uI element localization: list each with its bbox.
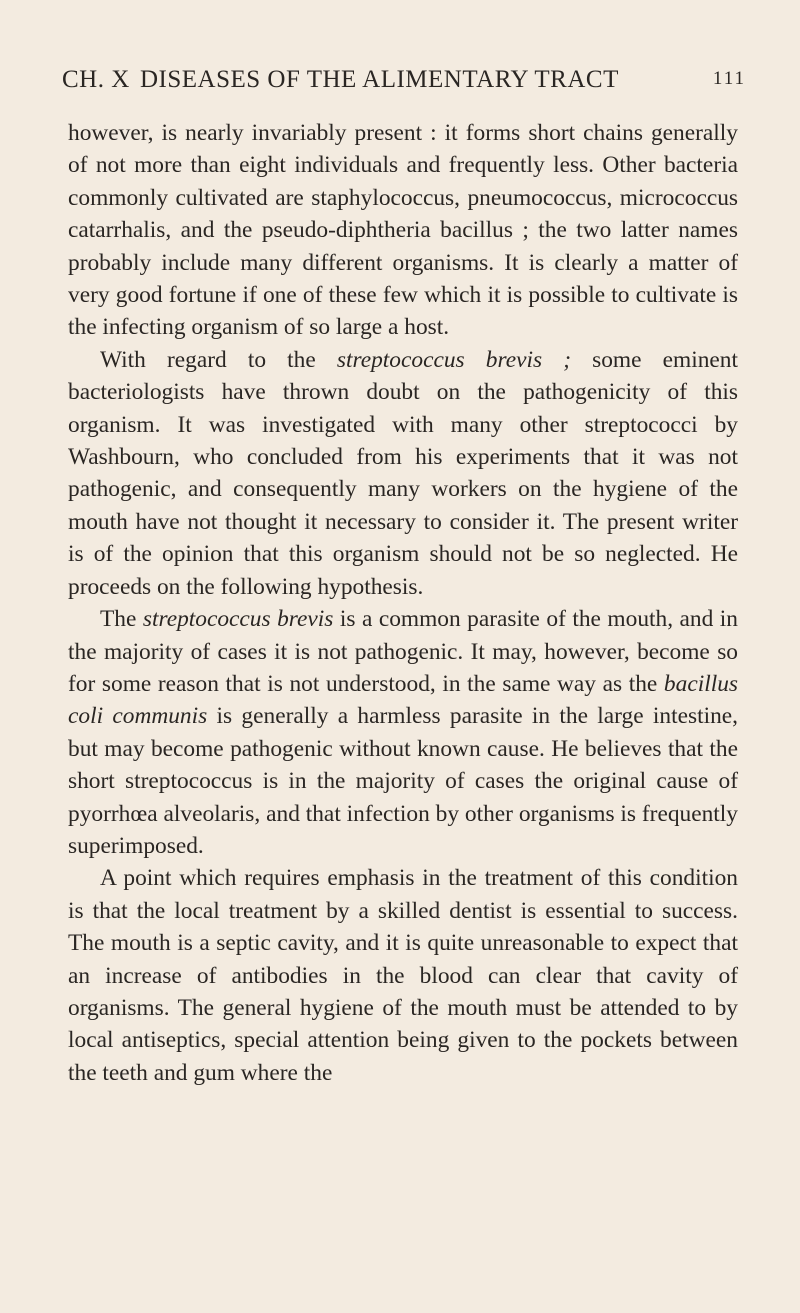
text-run: A point which requires emphasis in the treatment of this condition is that the local treatment by a skilled dentist is essential to success. The mouth is a septic cavity, and it is quite unreasonable to expect that an increase of antibodies in the blood can clear that cavity of organisms. The general hygiene of the mouth must be attended to by local antiseptics, special attention being given to the pockets between the teeth and gum where the	[68, 865, 738, 1086]
italic-term: streptococcus brevis	[142, 606, 334, 633]
text-run: some eminent bacteriologists have thrown doubt on the pathogenicity of this organism. It was investigated with many other streptococci by Washbourn, who concluded from his experiments that it was not pathogenic, and consequently many workers on the hygiene of the mouth have not thought it necessary to consider it. The present writer is of the opinion that this organism should not be so neglected. He proceeds on the following hypothesis.	[68, 346, 738, 600]
running-head	[62, 66, 746, 106]
body-text	[68, 117, 738, 1089]
text-run: however, is nearly invariably present : it forms short chains generally of not more than eight individuals and frequently less. Other bacteria commonly cultivated are staphylococcus, pneumococcus, micrococcus catarrhalis, and the pseudo-diphtheria bacillus ; the two latter names probably include many different organisms. It is clearly a matter of very good fortune if one of these few which it is possible to cultivate is the infecting organism of so large a host.	[68, 120, 738, 341]
paragraph	[68, 117, 738, 344]
text-run: With regard to the	[100, 346, 337, 373]
italic-term: streptococcus brevis ;	[336, 346, 571, 373]
italic-term: bacillus coli communis	[68, 670, 738, 730]
paragraph	[68, 344, 738, 603]
paragraph	[68, 603, 738, 862]
paragraph	[68, 862, 738, 1089]
running-title: DISEASES OF THE ALIMENTARY TRACT	[140, 66, 619, 93]
text-run: The	[100, 606, 143, 633]
chapter-label: CH. X	[62, 66, 130, 93]
text-run: is a common parasite of the mouth, and in the majority of cases it is not pathogenic. It may, however, become so for some reason that is not understood, in the same way as the	[68, 606, 738, 697]
text-run: is generally a harmless parasite in the large intestine, but may become pathogenic without known cause. He believes that the short streptococcus is in the majority of cases the original cause of pyorrhœa alveolaris, and that infection by other organisms is frequently superimposed.	[68, 703, 738, 859]
page-number: 111	[712, 68, 746, 89]
